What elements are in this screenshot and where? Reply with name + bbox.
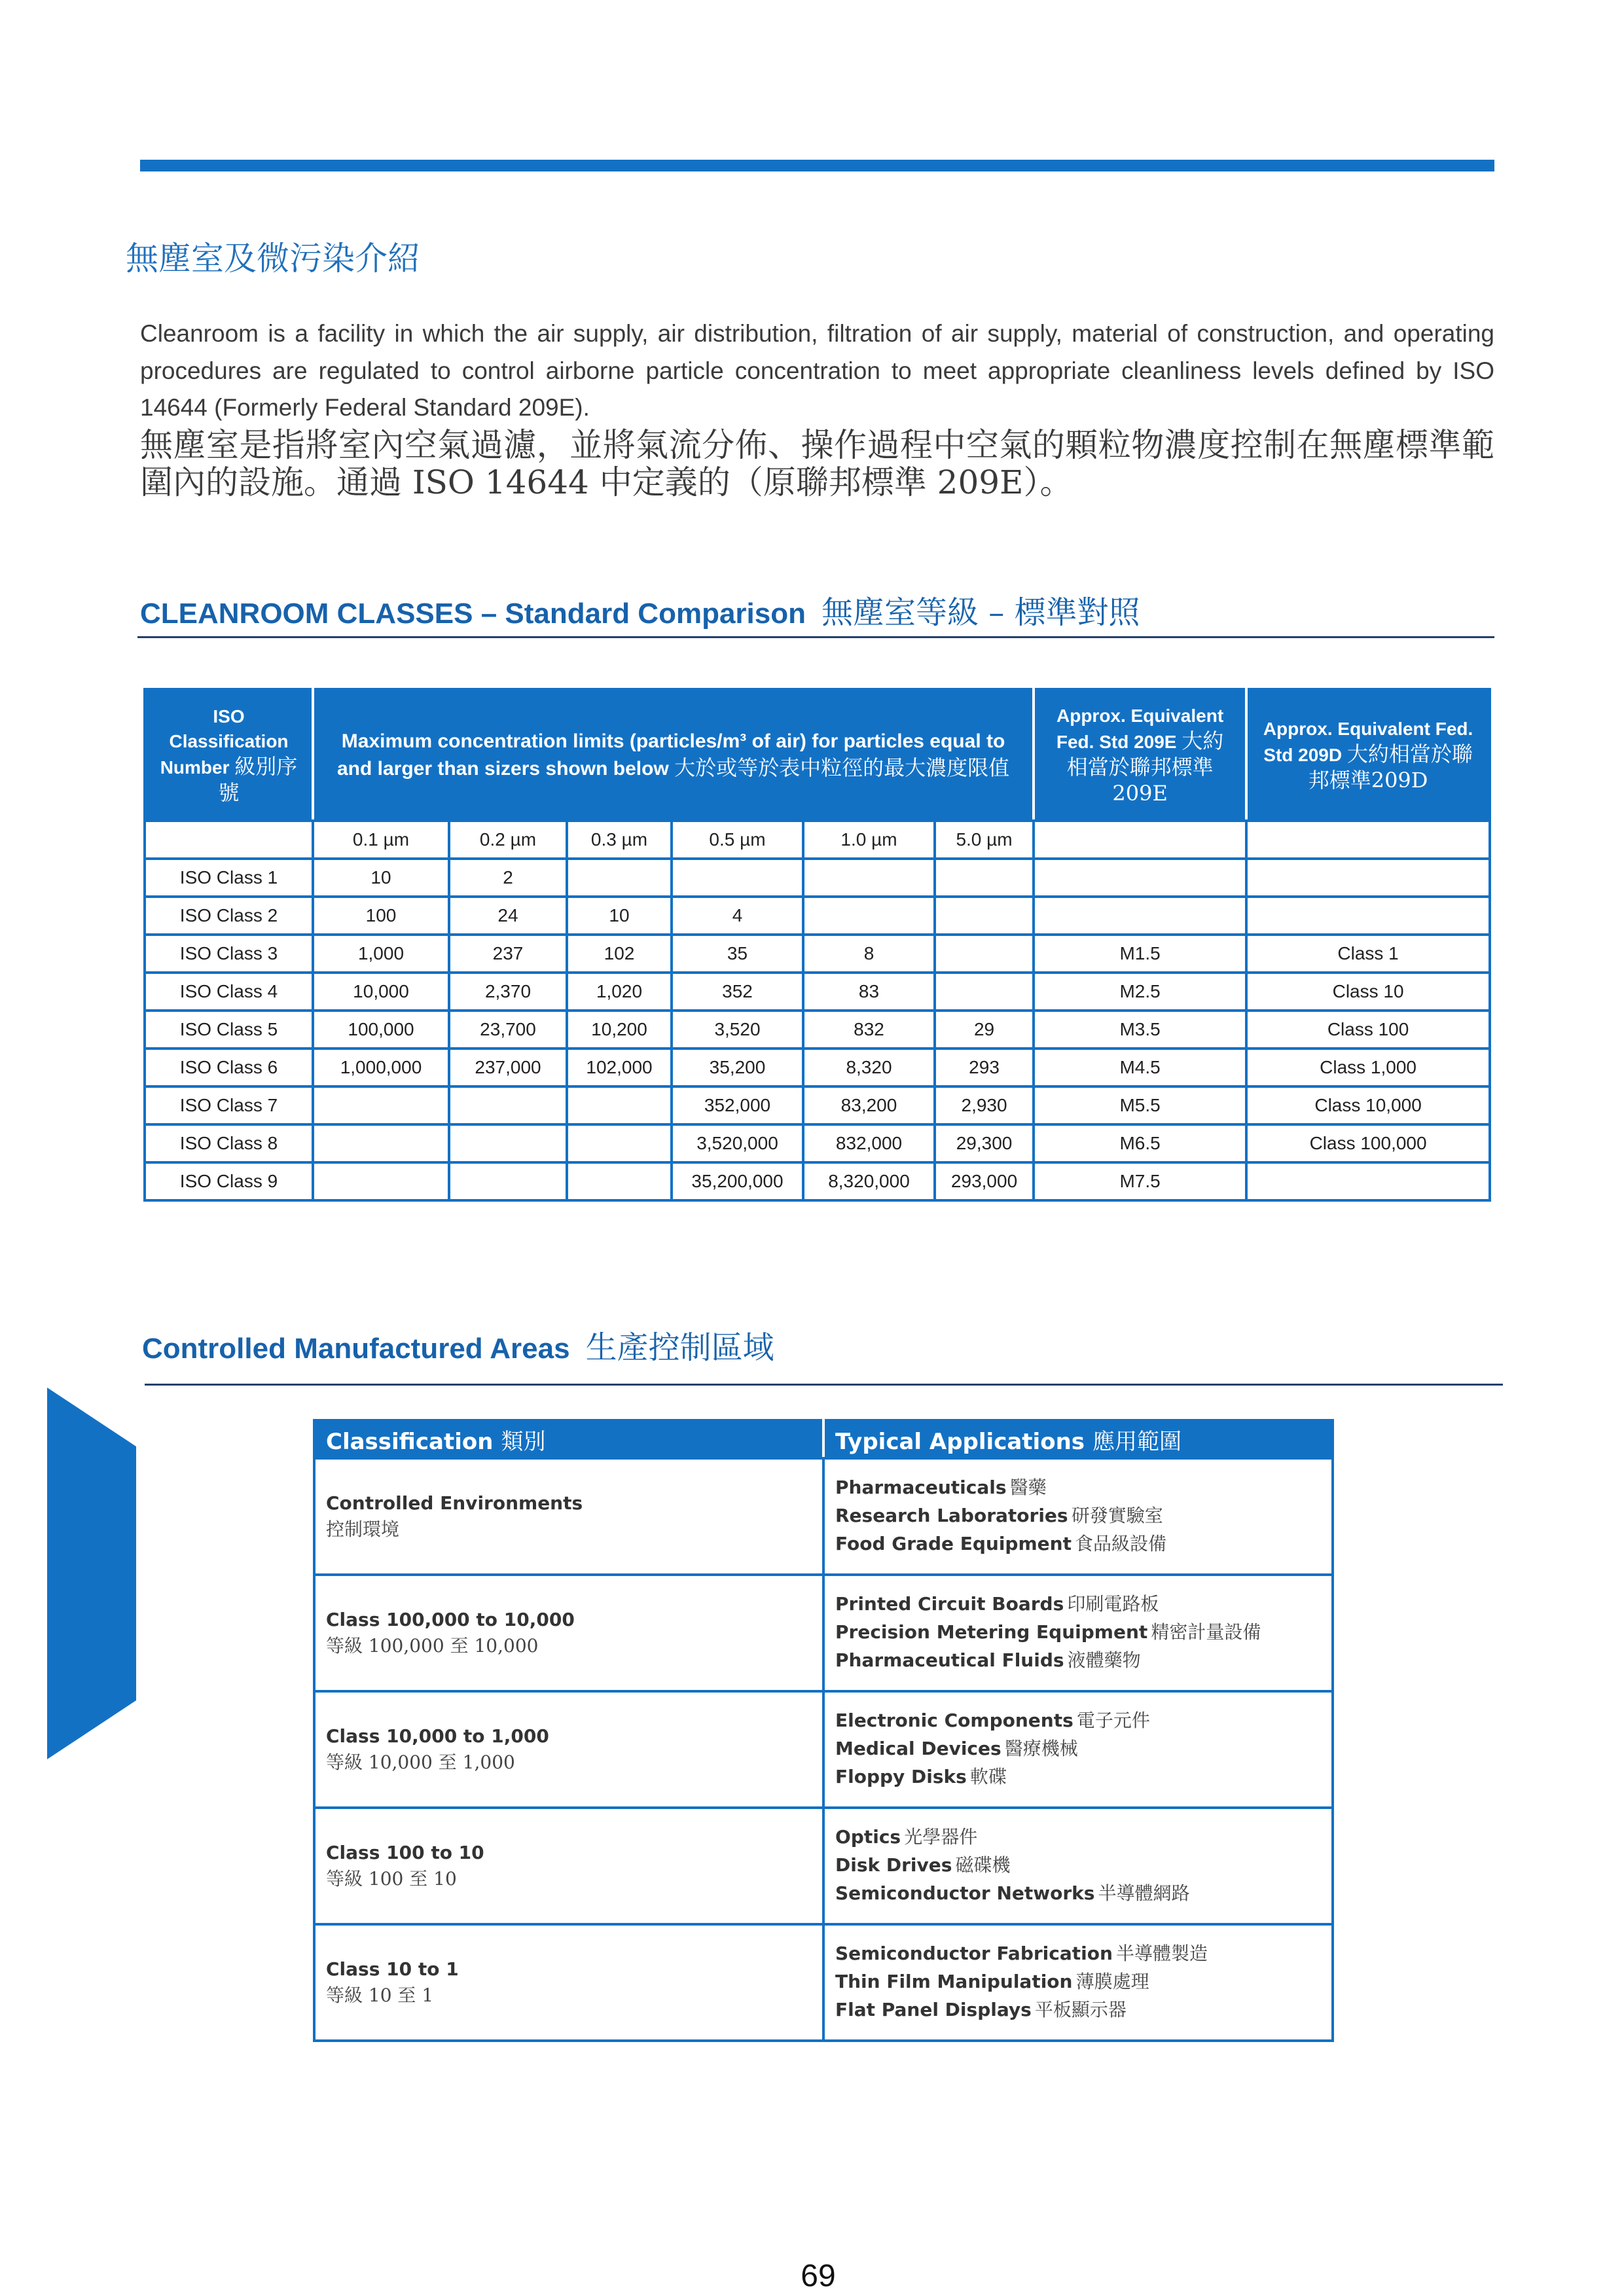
applications-cell (823, 1808, 1333, 1924)
classification-zh: 等級 100 至 10 (326, 1868, 457, 1890)
iso-table-header-row (145, 689, 1490, 821)
application-item (835, 1531, 1331, 1559)
intro-title: 無塵室及微污染介紹 (126, 240, 420, 278)
concentration-limit-cell: 352,000 (672, 1086, 803, 1124)
concentration-limit-cell: 83,200 (803, 1086, 935, 1124)
concentration-limit-cell: 23,700 (449, 1011, 567, 1049)
concentration-limit-cell: 832,000 (803, 1124, 935, 1162)
classification-zh: 等級 10 至 1 (326, 1984, 434, 2006)
iso-class-label: ISO Class 6 (145, 1049, 313, 1086)
concentration-limit-cell: 10 (567, 897, 672, 935)
iso-class-row (145, 1011, 1490, 1049)
iso-class-row (145, 973, 1490, 1011)
classification-cell (314, 1575, 823, 1691)
concentration-limit-cell (803, 859, 935, 897)
particle-size-corner-cell (145, 821, 313, 859)
fed-std-209e-cell: M4.5 (1034, 1049, 1246, 1086)
concentration-limit-cell (935, 897, 1034, 935)
iso-class-label: ISO Class 8 (145, 1124, 313, 1162)
application-en: Pharmaceutical Fluids (835, 1649, 1064, 1671)
concentration-limit-cell: 293,000 (935, 1162, 1034, 1200)
classification-header-en: Classification (326, 1428, 494, 1455)
concentration-limit-cell (803, 897, 935, 935)
concentration-limit-cell: 35 (672, 935, 803, 973)
fed-std-209e-cell (1034, 897, 1246, 935)
concentration-limit-cell: 3,520,000 (672, 1124, 803, 1162)
concentration-limit-cell: 8,320 (803, 1049, 935, 1086)
concentration-limit-cell: 10,200 (567, 1011, 672, 1049)
application-item (835, 1647, 1331, 1676)
fed-std-209e-cell: M1.5 (1034, 935, 1246, 973)
controlled-areas-heading-zh: 生產控制區域 (585, 1329, 774, 1366)
concentration-limit-cell: 29 (935, 1011, 1034, 1049)
side-tab-decoration (47, 1388, 136, 1761)
concentration-limit-cell: 29,300 (935, 1124, 1034, 1162)
application-zh: 半導體網路 (1098, 1882, 1190, 1904)
application-item (835, 1736, 1331, 1764)
application-item (835, 1619, 1331, 1647)
intro-paragraph-zh: 無塵室是指將室內空氣過濾，並將氣流分佈、操作過程中空氣的顆粒物濃度控制在無塵標準範圍內的設施。通過 ISO 14644 中定義的（原聯邦標準 209E）。 (140, 425, 1494, 501)
concentration-limits-header-en: Maximum concentration limits (particles/m³ of air) for particles equal to and larger than sizers shown below (336, 730, 1005, 780)
application-item (835, 1852, 1331, 1880)
applications-cell (823, 1575, 1333, 1691)
concentration-limit-cell: 10 (313, 859, 449, 897)
classification-cell (314, 1458, 823, 1575)
fed-std-209d-cell (1246, 897, 1490, 935)
classification-en: Controlled Environments (326, 1492, 583, 1514)
iso-class-label: ISO Class 5 (145, 1011, 313, 1049)
application-en: Pharmaceuticals (835, 1476, 1007, 1498)
cleanroom-classes-table (143, 688, 1491, 1202)
side-tab-shape (47, 1388, 136, 1759)
concentration-limit-cell: 1,000 (313, 935, 449, 973)
particle-size-cell: 1.0 µm (803, 821, 935, 859)
fed-std-209d-cell: Class 100,000 (1246, 1124, 1490, 1162)
section-divider (145, 1384, 1503, 1386)
iso-class-label: ISO Class 9 (145, 1162, 313, 1200)
controlled-area-row (314, 1924, 1333, 2041)
fed-std-209e-cell (1034, 859, 1246, 897)
concentration-limit-cell (313, 1162, 449, 1200)
applications-header (823, 1420, 1333, 1458)
concentration-limits-header-zh: 大於或等於表中粒徑的最大濃度限值 (674, 755, 1010, 780)
fed-std-209e-cell: M5.5 (1034, 1086, 1246, 1124)
classification-header-zh: 類別 (501, 1428, 546, 1455)
application-item (835, 1475, 1331, 1503)
concentration-limit-cell: 24 (449, 897, 567, 935)
concentration-limit-cell: 237 (449, 935, 567, 973)
concentration-limit-cell: 2,370 (449, 973, 567, 1011)
concentration-limit-cell (313, 1086, 449, 1124)
application-item (835, 1708, 1331, 1736)
concentration-limit-cell (449, 1124, 567, 1162)
controlled-area-row (314, 1691, 1333, 1808)
iso-class-label: ISO Class 3 (145, 935, 313, 973)
application-zh: 半導體製造 (1116, 1942, 1208, 1964)
application-zh: 食品級設備 (1075, 1532, 1167, 1554)
particle-size-cell: 0.5 µm (672, 821, 803, 859)
concentration-limit-cell: 83 (803, 973, 935, 1011)
fed-std-209d-header-en: Approx. Equivalent Fed. Std 209D (1263, 718, 1473, 765)
fed-std-209d-cell: Class 1,000 (1246, 1049, 1490, 1086)
application-item (835, 1824, 1331, 1852)
application-zh: 光學器件 (904, 1825, 978, 1848)
application-en: Thin Film Manipulation (835, 1970, 1073, 1992)
fed-std-209d-cell: Class 10 (1246, 973, 1490, 1011)
fed-std-209e-header (1034, 689, 1246, 821)
concentration-limit-cell: 102,000 (567, 1049, 672, 1086)
application-en: Food Grade Equipment (835, 1532, 1072, 1554)
concentration-limit-cell (935, 935, 1034, 973)
concentration-limit-cell: 35,200,000 (672, 1162, 803, 1200)
concentration-limit-cell: 100 (313, 897, 449, 935)
concentration-limit-cell: 237,000 (449, 1049, 567, 1086)
classification-en: Class 100,000 to 10,000 (326, 1609, 575, 1630)
concentration-limit-cell: 35,200 (672, 1049, 803, 1086)
classification-en: Class 10,000 to 1,000 (326, 1725, 549, 1747)
classification-en: Class 100 to 10 (326, 1842, 484, 1863)
application-item (835, 1997, 1331, 2025)
fed-std-209e-header-en: Approx. Equivalent Fed. Std 209E (1056, 705, 1224, 752)
application-en: Floppy Disks (835, 1765, 967, 1787)
application-zh: 精密計量設備 (1151, 1621, 1261, 1643)
particle-size-cell: 0.3 µm (567, 821, 672, 859)
applications-header-en: Typical Applications (835, 1428, 1085, 1455)
fed-std-209d-cell: Class 1 (1246, 935, 1490, 973)
iso-class-row (145, 1162, 1490, 1200)
iso-class-row (145, 935, 1490, 973)
fed-std-209e-cell: M7.5 (1034, 1162, 1246, 1200)
concentration-limit-cell: 102 (567, 935, 672, 973)
iso-classification-header (145, 689, 313, 821)
concentration-limit-cell (567, 1162, 672, 1200)
iso-class-label: ISO Class 2 (145, 897, 313, 935)
application-en: Optics (835, 1825, 901, 1848)
classification-cell (314, 1924, 823, 2041)
applications-header-zh: 應用範圍 (1092, 1428, 1182, 1455)
application-zh: 軟碟 (969, 1765, 1007, 1787)
top-accent-bar (140, 160, 1494, 171)
concentration-limit-cell: 8,320,000 (803, 1162, 935, 1200)
concentration-limit-cell (449, 1162, 567, 1200)
concentration-limit-cell: 352 (672, 973, 803, 1011)
concentration-limit-cell: 2,930 (935, 1086, 1034, 1124)
intro-section (140, 315, 1494, 501)
areas-table-body (314, 1458, 1333, 2041)
application-en: Flat Panel Displays (835, 1998, 1032, 2020)
application-item (835, 1503, 1331, 1531)
application-zh: 醫藥 (1009, 1476, 1047, 1498)
application-zh: 電子元件 (1076, 1709, 1150, 1731)
concentration-limit-cell (567, 1086, 672, 1124)
application-en: Electronic Components (835, 1709, 1074, 1731)
concentration-limit-cell (672, 859, 803, 897)
fed-std-209d-cell (1246, 859, 1490, 897)
fed-std-209d-blank-cell (1246, 821, 1490, 859)
section-divider (137, 636, 1494, 638)
concentration-limits-header (313, 689, 1034, 821)
classification-zh: 等級 10,000 至 1,000 (326, 1751, 515, 1773)
iso-class-row (145, 897, 1490, 935)
applications-cell (823, 1691, 1333, 1808)
concentration-limit-cell (313, 1124, 449, 1162)
controlled-areas-table (313, 1419, 1334, 2042)
application-item (835, 1764, 1331, 1792)
iso-class-row (145, 1086, 1490, 1124)
iso-class-row (145, 1124, 1490, 1162)
application-en: Printed Circuit Boards (835, 1592, 1064, 1615)
cleanroom-classes-heading-en: CLEANROOM CLASSES – Standard Comparison (140, 598, 806, 630)
fed-std-209d-cell (1246, 1162, 1490, 1200)
cleanroom-classes-heading (140, 593, 1140, 634)
classification-cell (314, 1691, 823, 1808)
fed-std-209e-header-zh: 大約相當於聯邦標準209E (1066, 728, 1224, 806)
fed-std-209d-header (1246, 689, 1490, 821)
application-item (835, 1591, 1331, 1619)
application-zh: 研發實驗室 (1071, 1504, 1163, 1526)
concentration-limit-cell (567, 1124, 672, 1162)
classification-cell (314, 1808, 823, 1924)
iso-class-label: ISO Class 4 (145, 973, 313, 1011)
application-en: Disk Drives (835, 1854, 952, 1876)
fed-std-209e-cell: M2.5 (1034, 973, 1246, 1011)
concentration-limit-cell: 2 (449, 859, 567, 897)
application-item (835, 1941, 1331, 1969)
application-zh: 薄膜處理 (1075, 1970, 1149, 1992)
iso-class-label: ISO Class 7 (145, 1086, 313, 1124)
classification-header (314, 1420, 823, 1458)
iso-class-row (145, 1049, 1490, 1086)
controlled-area-row (314, 1808, 1333, 1924)
concentration-limit-cell: 1,000,000 (313, 1049, 449, 1086)
fed-std-209d-cell: Class 100 (1246, 1011, 1490, 1049)
particle-size-row (145, 821, 1490, 859)
application-zh: 醫療機械 (1004, 1737, 1078, 1759)
classification-en: Class 10 to 1 (326, 1958, 459, 1980)
controlled-areas-heading-en: Controlled Manufactured Areas (142, 1333, 570, 1365)
iso-classification-header-en: ISO Classification Number (160, 706, 289, 778)
particle-size-cell: 5.0 µm (935, 821, 1034, 859)
controlled-area-row (314, 1458, 1333, 1575)
fed-std-209e-cell: M6.5 (1034, 1124, 1246, 1162)
iso-classification-header-zh: 級別序號 (218, 753, 298, 805)
intro-paragraph-en: Cleanroom is a facility in which the air supply, air distribution, filtration of air supply, material of construction, and operating procedures are regulated to control airborne particle concentration to meet appropriate cleanliness levels defined by ISO 14644 (Formerly Federal Standard 209E). (140, 320, 1494, 421)
application-en: Research Laboratories (835, 1504, 1068, 1526)
concentration-limit-cell (449, 1086, 567, 1124)
fed-std-209e-cell: M3.5 (1034, 1011, 1246, 1049)
areas-table-header-row (314, 1420, 1333, 1458)
application-item (835, 1880, 1331, 1909)
controlled-areas-heading (142, 1328, 774, 1369)
concentration-limit-cell: 8 (803, 935, 935, 973)
particle-size-cell: 0.2 µm (449, 821, 567, 859)
concentration-limit-cell: 293 (935, 1049, 1034, 1086)
fed-std-209d-header-zh: 大約相當於聯邦標準209D (1308, 741, 1473, 793)
concentration-limit-cell: 832 (803, 1011, 935, 1049)
application-zh: 印刷電路板 (1067, 1592, 1159, 1615)
classification-zh: 控制環境 (326, 1518, 400, 1540)
fed-std-209d-cell: Class 10,000 (1246, 1086, 1490, 1124)
application-zh: 磁碟機 (955, 1854, 1011, 1876)
page-number: 69 (801, 2259, 836, 2293)
applications-cell (823, 1924, 1333, 2041)
application-en: Precision Metering Equipment (835, 1621, 1148, 1643)
concentration-limit-cell (935, 859, 1034, 897)
concentration-limit-cell: 4 (672, 897, 803, 935)
concentration-limit-cell: 100,000 (313, 1011, 449, 1049)
iso-class-label: ISO Class 1 (145, 859, 313, 897)
applications-cell (823, 1458, 1333, 1575)
classification-zh: 等級 100,000 至 10,000 (326, 1635, 539, 1657)
concentration-limit-cell (935, 973, 1034, 1011)
application-en: Semiconductor Networks (835, 1882, 1095, 1904)
application-zh: 液體藥物 (1067, 1649, 1141, 1671)
concentration-limit-cell: 3,520 (672, 1011, 803, 1049)
concentration-limit-cell: 1,020 (567, 973, 672, 1011)
particle-size-cell: 0.1 µm (313, 821, 449, 859)
controlled-area-row (314, 1575, 1333, 1691)
iso-class-row (145, 859, 1490, 897)
concentration-limit-cell: 10,000 (313, 973, 449, 1011)
application-en: Medical Devices (835, 1737, 1001, 1759)
application-item (835, 1969, 1331, 1997)
fed-std-209e-blank-cell (1034, 821, 1246, 859)
concentration-limit-cell (567, 859, 672, 897)
application-en: Semiconductor Fabrication (835, 1942, 1113, 1964)
iso-table-body (145, 821, 1490, 1200)
application-zh: 平板顯示器 (1034, 1998, 1127, 2020)
cleanroom-classes-heading-zh: 無塵室等級 – 標準對照 (821, 594, 1140, 631)
